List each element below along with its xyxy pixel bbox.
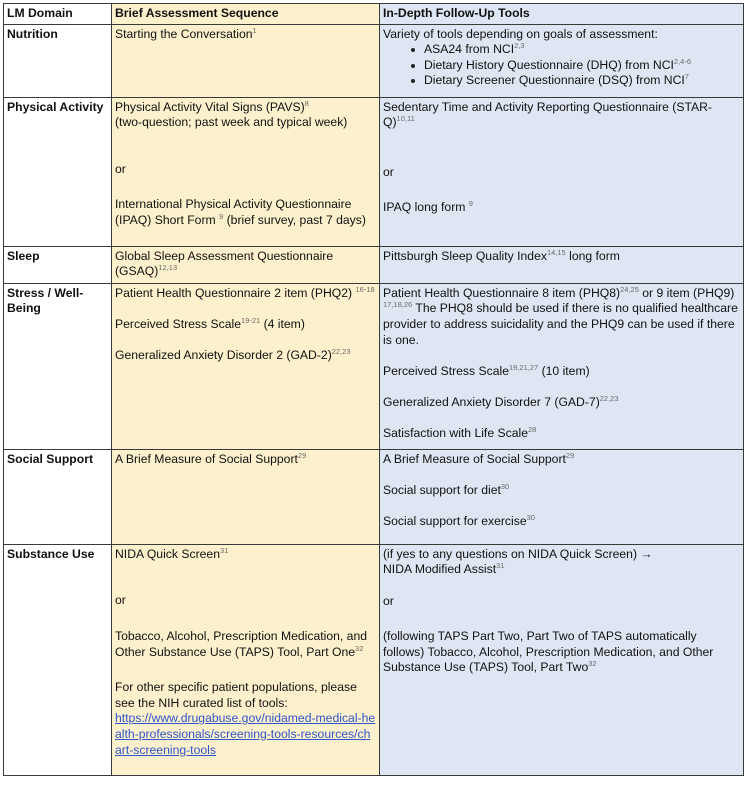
citation: 16-18: [355, 284, 375, 294]
brief-text: A Brief Measure of Social Support: [115, 451, 298, 466]
followup-substance-use: [380, 544, 744, 775]
brief-item: [115, 197, 376, 228]
citation: 28: [527, 425, 537, 435]
followup-text: Social support for exercise: [383, 514, 527, 529]
brief-item-detail: (two-question; past week and typical week): [115, 115, 348, 130]
brief-sleep: [112, 246, 380, 283]
citation: 29: [297, 450, 307, 460]
brief-text: International Physical Activity Questionnaire (IPAQ) Short Form: [115, 197, 352, 227]
citation: 19-21: [241, 315, 261, 325]
brief-text: Patient Health Questionnaire 2 item (PHQ2): [115, 285, 356, 300]
followup-text: Perceived Stress Scale: [383, 363, 509, 378]
citation: 9: [468, 199, 473, 209]
citation: 9: [219, 211, 224, 221]
row-sleep: [4, 246, 744, 283]
domain-substance-use: Substance Use: [4, 544, 112, 775]
citation: 32: [588, 659, 597, 669]
list-item: [383, 58, 740, 74]
followup-item: [383, 395, 740, 411]
brief-item: [115, 317, 376, 333]
tool-name: Dietary Screener Questionnaire (DSQ) from NCI: [424, 73, 685, 88]
followup-text: Satisfaction with Life Scale: [383, 426, 528, 441]
citation: 30: [526, 513, 535, 523]
citation: 7: [684, 72, 689, 82]
or-separator: or: [383, 164, 394, 179]
domain-physical-activity: Physical Activity: [4, 97, 112, 246]
followup-item: [383, 562, 740, 578]
header-lm-domain: LM Domain: [4, 4, 112, 25]
nutrition-tool-list: [383, 42, 740, 89]
citation: 8: [304, 98, 309, 108]
brief-item: [115, 100, 376, 116]
citation: 31: [220, 545, 229, 555]
followup-text: (10 item): [538, 363, 590, 378]
followup-item: [383, 200, 740, 216]
citation: 1: [252, 25, 257, 35]
followup-text: or 9 item (PHQ9): [638, 285, 735, 300]
brief-text: Physical Activity Vital Signs (PAVS): [115, 99, 305, 114]
followup-intro: Variety of tools depending on goals of assessment:: [383, 26, 658, 41]
brief-substance-use: [112, 544, 380, 775]
followup-text: Patient Health Questionnaire 8 item (PHQ8): [383, 285, 621, 300]
brief-item: [115, 348, 376, 364]
citation: 31: [496, 561, 505, 571]
or-separator: or: [115, 593, 126, 608]
list-item: [383, 42, 740, 58]
followup-physical-activity: [380, 97, 744, 246]
brief-item: [115, 629, 376, 660]
tool-name: ASA24 from NCI: [424, 42, 515, 57]
citation: 22,23: [599, 393, 619, 403]
followup-text: NIDA Modified Assist: [383, 562, 497, 577]
assessment-table: [3, 3, 744, 776]
followup-text: Generalized Anxiety Disorder 7 (GAD-7): [383, 394, 600, 409]
brief-social-support: [112, 449, 380, 544]
citation: 30: [500, 481, 510, 491]
followup-item: [383, 452, 740, 468]
followup-item: [383, 426, 740, 442]
followup-item: [383, 514, 740, 530]
brief-nutrition: [112, 24, 380, 97]
nih-tools-link[interactable]: https://www.drugabuse.gov/nidamed-medical-health-professionals/screening-tools-resources/chart-screening-tools: [115, 711, 376, 757]
followup-text: long form: [565, 248, 620, 263]
followup-social-support: [380, 449, 744, 544]
citation: 29: [565, 450, 575, 460]
followup-nutrition: [380, 24, 744, 97]
citation: 32: [355, 643, 364, 653]
citation: 17,18,26: [383, 300, 413, 310]
row-social-support: [4, 449, 744, 544]
citation: 22,23: [331, 347, 351, 357]
followup-note: The PHQ8 should be used if there is no qualified healthcare provider to address suicidality and the PHQ9 can be used if there is one.: [383, 301, 738, 347]
domain-stress-well-being: Stress / Well-Being: [4, 283, 112, 449]
followup-sleep: [380, 246, 744, 283]
brief-text: Perceived Stress Scale: [115, 316, 241, 331]
followup-item: [383, 100, 740, 131]
domain-social-support: Social Support: [4, 449, 112, 544]
or-separator: or: [115, 161, 126, 176]
brief-physical-activity: [112, 97, 380, 246]
followup-text: IPAQ long form: [383, 200, 469, 215]
followup-item: [383, 629, 740, 676]
header-brief-assessment: Brief Assessment Sequence: [112, 4, 380, 25]
brief-item: [115, 547, 376, 563]
brief-text: Generalized Anxiety Disorder 2 (GAD-2): [115, 348, 332, 363]
row-stress-well-being: [4, 283, 744, 449]
list-item: [383, 73, 740, 89]
or-separator: or: [383, 593, 394, 608]
followup-text: Social support for diet: [383, 482, 501, 497]
brief-text: (4 item): [260, 316, 305, 331]
row-physical-activity: [4, 97, 744, 246]
followup-text: Sedentary Time and Activity Reporting Questionnaire (STAR-Q): [383, 99, 712, 130]
followup-text: A Brief Measure of Social Support: [383, 451, 566, 466]
citation: 10,11: [396, 114, 415, 124]
row-substance-use: [4, 544, 744, 775]
brief-text: Global Sleep Assessment Questionnaire (GSAQ): [115, 248, 334, 279]
followup-stress: [380, 283, 744, 449]
citation: 19,21,27: [509, 362, 539, 372]
citation: 2,3: [514, 41, 525, 51]
header-row: [4, 4, 744, 25]
brief-text: (brief survey, past 7 days): [223, 212, 366, 227]
row-nutrition: [4, 24, 744, 97]
followup-item: [383, 483, 740, 499]
brief-text: Tobacco, Alcohol, Prescription Medication, and Other Substance Use (TAPS) Tool, Part One: [115, 628, 368, 659]
citation: 24,25: [620, 284, 639, 294]
followup-item: (if yes to any questions on NIDA Quick Screen) →: [383, 546, 653, 561]
citation: 2,4-6: [673, 56, 692, 66]
tool-name: Dietary History Questionnaire (DHQ) from NCI: [424, 57, 674, 72]
followup-text: (following TAPS Part Two, Part Two of TAPS automatically follows) Tobacco, Alcohol, Prescription Medication, and Other Substance Use (TAPS) Tool, Part Two: [383, 629, 714, 675]
brief-text: Starting the Conversation: [115, 26, 253, 41]
brief-item: [115, 286, 376, 302]
followup-item: [383, 286, 740, 348]
header-follow-up-tools: In-Depth Follow-Up Tools: [380, 4, 744, 25]
citation: 12,13: [158, 263, 178, 273]
domain-nutrition: Nutrition: [4, 24, 112, 97]
followup-text: Pittsburgh Sleep Quality Index: [383, 248, 547, 263]
brief-text: NIDA Quick Screen: [115, 546, 220, 561]
brief-stress: [112, 283, 380, 449]
followup-item: [383, 364, 740, 380]
citation: 14,15: [546, 247, 566, 257]
domain-sleep: Sleep: [4, 246, 112, 283]
brief-note: For other specific patient populations, please see the NIH curated list of tools:: [115, 680, 357, 710]
